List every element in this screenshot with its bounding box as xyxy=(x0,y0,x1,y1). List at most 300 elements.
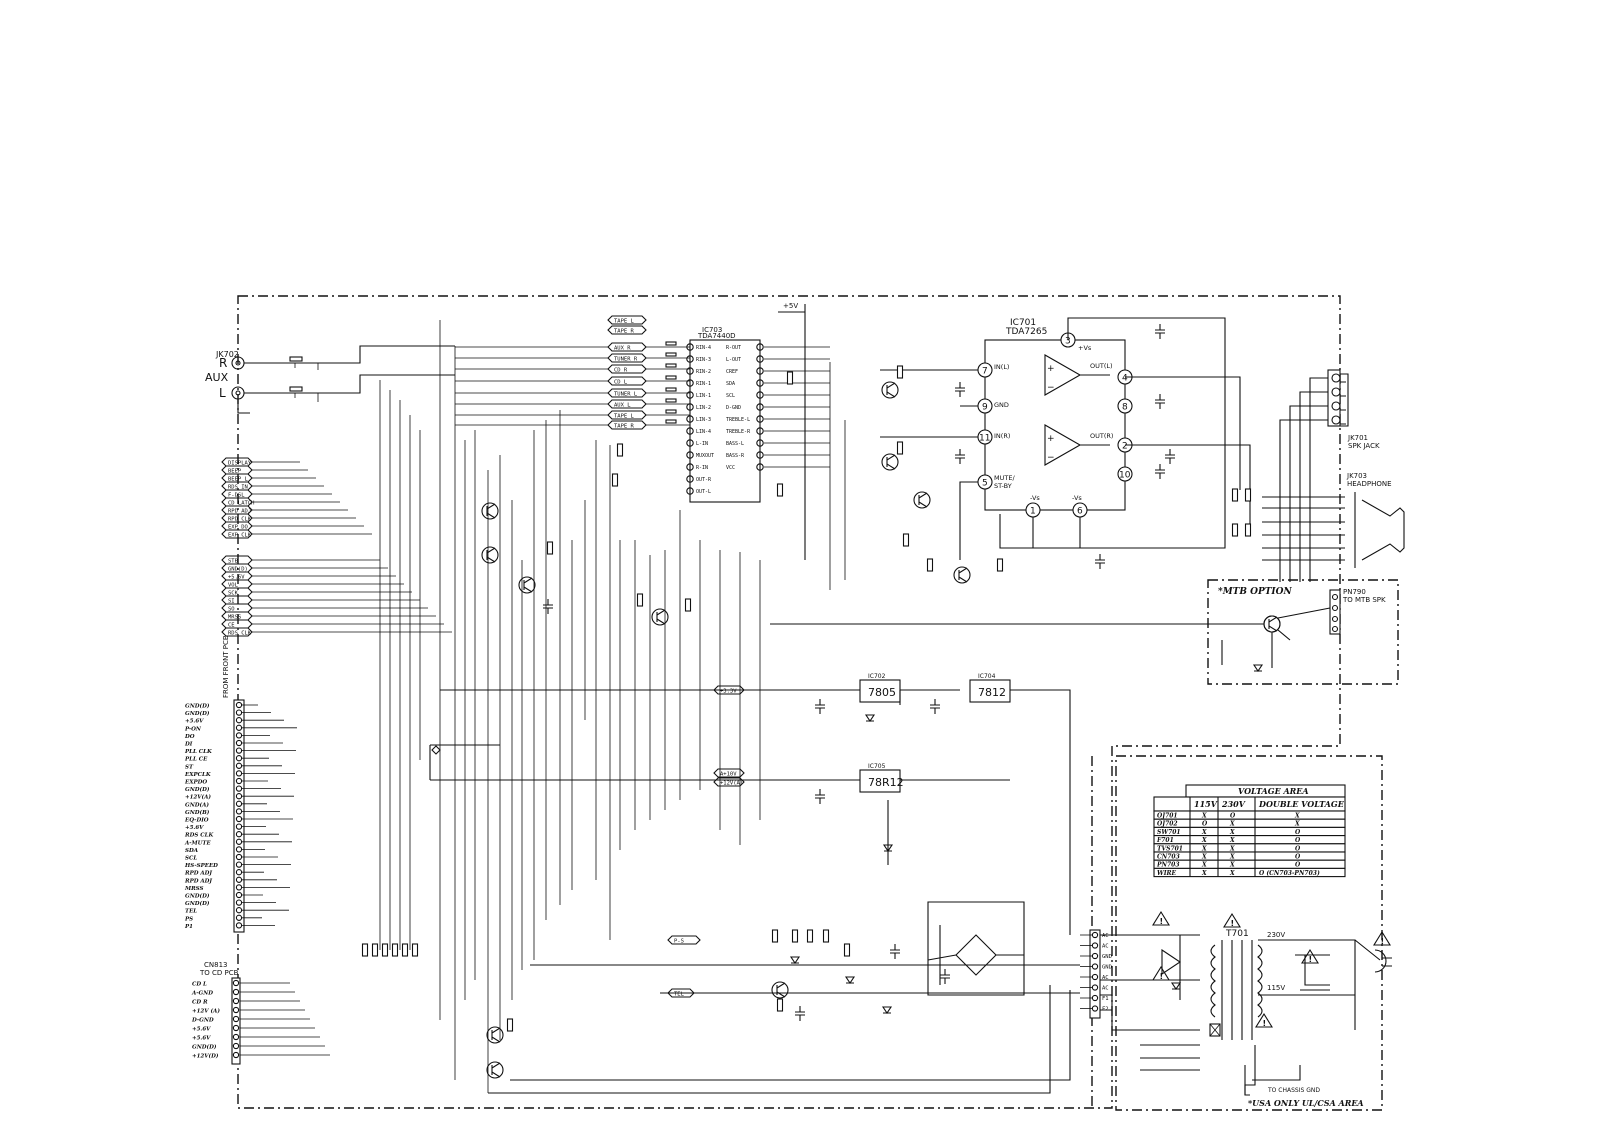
t701-ref: T701 xyxy=(1226,929,1249,939)
ic703-pinlabel-l-3: RIN-1 xyxy=(696,381,712,387)
mtb-option-title: *MTB OPTION xyxy=(1218,587,1292,597)
power-connector xyxy=(1080,930,1140,1030)
vtable-title: VOLTAGE AREA xyxy=(1238,786,1309,796)
resistor-3 xyxy=(928,559,933,571)
cn-front-label-5: DI xyxy=(185,741,193,748)
tape-tag-top2 xyxy=(608,326,646,335)
cn-front-label-18: A-MUTE xyxy=(185,840,211,847)
vtable-cell-2-3: O xyxy=(1295,828,1301,836)
ic703-pinlabel-r-5: D-GND xyxy=(726,405,742,411)
capacitor-0 xyxy=(955,382,965,397)
input-tag-1-text: TUNER R xyxy=(614,356,638,363)
left-tag-7 xyxy=(222,514,252,523)
ic701-pin-num-6: 6 xyxy=(1077,506,1083,517)
left-tag-18-text: CE xyxy=(228,622,235,629)
resistor-24 xyxy=(393,944,398,956)
ic703-pinlabel-l-1: RIN-3 xyxy=(696,357,712,363)
transistor-leads-0 xyxy=(887,383,895,397)
capacitor-3 xyxy=(1155,394,1165,409)
left-tag-2-text: BEEP L xyxy=(228,476,248,483)
input-tag-1 xyxy=(608,354,646,363)
ic703-pinlabel-l-7: LIN-4 xyxy=(696,429,712,435)
input-cap-6 xyxy=(666,410,676,413)
ic701-ref: IC701 xyxy=(1010,318,1037,328)
resistor-17 xyxy=(793,930,798,942)
ic701-pin-label-2-0: OUT(R) xyxy=(1090,432,1114,440)
pwr-label-2: GND xyxy=(1102,954,1112,960)
ic703-pinlabel-l-11: OUT-R xyxy=(696,477,712,483)
cn813-title: TO CD PCB xyxy=(200,969,239,977)
ic701-pin-label-4-0: OUT(L) xyxy=(1090,362,1113,370)
ic701-pin-label-11-0: IN(R) xyxy=(994,432,1011,440)
cn-front-label-16: +5.6V xyxy=(185,825,204,832)
left-tag-6 xyxy=(222,506,252,515)
vtable-row-1 xyxy=(1154,819,1345,827)
vtable-header-2: 230V xyxy=(1222,799,1245,809)
transformer-t701 xyxy=(1135,929,1392,1095)
resistor-4 xyxy=(998,559,1003,571)
cn-front-label-21: HS-SPEED xyxy=(185,863,218,870)
ic703-part: TDA7440D xyxy=(698,332,736,340)
transistor-leads-8 xyxy=(1269,617,1277,631)
pwr-label-7: F2 xyxy=(1102,1006,1109,1013)
capacitor-2 xyxy=(1155,324,1165,339)
left-tag-1 xyxy=(222,466,252,475)
cd-pcb-connector xyxy=(191,961,330,1064)
cn-cd-label-2: CD R xyxy=(192,999,208,1006)
vtable-cell-1-0: OJ702 xyxy=(1157,820,1178,828)
resistor-20 xyxy=(845,944,850,956)
left-tag-12 xyxy=(222,572,252,581)
warning-mark-4: ! xyxy=(1308,955,1313,964)
vtable-cell-2-2: X xyxy=(1230,828,1235,836)
aux-label: AUX xyxy=(205,371,229,384)
resistor-7 xyxy=(548,542,553,554)
resistor-1 xyxy=(898,442,903,454)
hp-jack-label: HEADPHONE xyxy=(1347,480,1392,488)
left-tag-19-text: RDS CLK xyxy=(228,630,252,637)
input-tag-2-text: CD R xyxy=(614,367,628,374)
cn-cd-label-5: +5.6V xyxy=(192,1026,211,1033)
resistor-12 xyxy=(1233,489,1238,501)
vtable-cell-0-1: X xyxy=(1202,812,1207,820)
cn-front-label-11: GND(D) xyxy=(185,787,210,794)
ic701-pin-num-1: 1 xyxy=(1030,506,1036,517)
input-signal-tags xyxy=(455,316,690,430)
vtable-cell-5-3: O xyxy=(1295,853,1301,861)
input-tag-6-text: TAPE L xyxy=(614,413,634,420)
input-tag-6 xyxy=(608,411,646,420)
vtable-row-3 xyxy=(1154,836,1345,844)
left-tag-7-text: RPD CLK xyxy=(228,516,252,523)
cn-front-label-1: GND(D) xyxy=(185,711,210,718)
cn-front-label-0: GND(D) xyxy=(185,703,210,710)
vtable-cell-3-3: O xyxy=(1295,837,1301,845)
left-tag-9-text: EXP CLK xyxy=(228,532,252,539)
vtable-cell-3-2: X xyxy=(1230,837,1235,845)
cn-front-label-27: TEL xyxy=(185,908,198,915)
left-tag-4 xyxy=(222,490,252,499)
cn-front-label-2: +5.6V xyxy=(185,718,204,725)
warning-mark-5: ! xyxy=(1380,937,1385,946)
rail-tag-a12-text: +12V(A) xyxy=(720,780,744,787)
hp-jack-ref: JK703 xyxy=(1347,472,1368,480)
transistor-6 xyxy=(914,492,930,508)
spk-jack-label: SPK JACK xyxy=(1348,442,1380,450)
transistor-leads-4 xyxy=(524,578,532,592)
left-tag-14-text: SCK xyxy=(228,590,238,597)
resistor-19 xyxy=(824,930,829,942)
capacitor-11 xyxy=(890,944,900,959)
transistor-4 xyxy=(519,577,535,593)
diode-0 xyxy=(866,715,874,721)
vtable-cell-5-2: X xyxy=(1230,853,1235,861)
ic703-pinlabel-l-10: R-IN xyxy=(696,465,709,471)
ic703-pinlabel-l-2: RIN-2 xyxy=(696,369,712,375)
cn-front-label-7: PLL CE xyxy=(185,756,208,763)
svg-text:+: + xyxy=(1047,434,1055,444)
cn-cd-label-3: +12V (A) xyxy=(192,1008,220,1015)
transistor-leads-9 xyxy=(777,983,785,997)
transistor-5 xyxy=(652,609,668,625)
bus-wiring xyxy=(380,320,845,1093)
regulator-part-0: 7805 xyxy=(868,686,896,699)
vtable-cell-5-0: CN703 xyxy=(1157,853,1180,861)
cn-front-label-3: P-ON xyxy=(185,726,201,733)
resistor-2 xyxy=(904,534,909,546)
vtable-cell-6-3: O xyxy=(1295,861,1301,869)
ic703-pinlabel-r-4: SCL xyxy=(726,393,736,399)
rail-tag-ps xyxy=(668,936,700,945)
vtable-row-0 xyxy=(1154,811,1345,819)
vtable-cell-0-0: OJ701 xyxy=(1157,812,1178,820)
cn-cd-label-7: GND(D) xyxy=(192,1044,217,1051)
vtable-header-1: 115V xyxy=(1194,799,1217,809)
ic703-pinlabel-r-3: SDA xyxy=(726,381,736,387)
left-tag-16 xyxy=(222,604,252,613)
vtable-cell-6-2: X xyxy=(1230,861,1235,869)
input-tag-5-text: AUX L xyxy=(614,402,631,409)
cn-cd-label-0: CD L xyxy=(192,981,207,988)
rail-tag-ps-text: P-S xyxy=(674,938,684,945)
left-tag-13 xyxy=(222,580,252,589)
resistor-26 xyxy=(413,944,418,956)
ic703-pinlabel-r-2: CREF xyxy=(726,369,739,375)
input-tag-7 xyxy=(608,421,646,430)
pn790-label: TO MTB SPK xyxy=(1343,596,1386,604)
resistor-6 xyxy=(686,599,691,611)
ic701-part: TDA7265 xyxy=(1006,327,1048,337)
vtable-cell-4-0: TVS701 xyxy=(1157,845,1183,853)
ic703-pinlabel-r-10: VCC xyxy=(726,465,736,471)
left-tag-14 xyxy=(222,588,252,597)
ic701-pin-num-3: 3 xyxy=(1065,336,1071,347)
vtable-cell-3-1: X xyxy=(1202,837,1207,845)
voltage-area-table xyxy=(1154,785,1345,877)
cn-front-label-15: EQ-DIO xyxy=(185,817,209,824)
resistor-23 xyxy=(383,944,388,956)
diode-4 xyxy=(883,1007,891,1013)
ic701-pin-label-7-0: IN(L) xyxy=(994,363,1010,371)
input-tag-0-text: AUX R xyxy=(614,345,631,352)
pwr-label-5: AC xyxy=(1102,985,1109,992)
ic701-pin-label-1-0: -Vs xyxy=(1030,494,1040,502)
resistor-22 xyxy=(373,944,378,956)
cn-front-label-10: EXPDO xyxy=(185,779,208,786)
rail-tag-tel-text: TEL xyxy=(674,991,684,998)
vtable-cell-4-1: X xyxy=(1202,845,1207,853)
pwr-label-3: GND xyxy=(1102,964,1112,971)
capacitor-6 xyxy=(1095,554,1105,569)
svg-text:−: − xyxy=(1047,453,1055,463)
left-tag-0 xyxy=(222,458,252,467)
ic701-pin-label-5-0: MUTE/ xyxy=(994,474,1015,482)
resistor-18 xyxy=(808,930,813,942)
regulator-ref-2: IC705 xyxy=(868,763,886,770)
resistor-28 xyxy=(778,999,783,1011)
regulator-part-2: 78R12 xyxy=(868,776,904,789)
left-tag-4-text: F-DSL xyxy=(228,492,245,499)
input-tag-7-text: TAPE R xyxy=(614,423,634,430)
ic703-pinlabel-r-7: TREBLE-R xyxy=(726,429,751,435)
cn-front-label-25: GND(D) xyxy=(185,893,210,900)
vtable-row-6 xyxy=(1154,860,1345,868)
transistor-7 xyxy=(954,567,970,583)
vtable-cell-3-0: F701 xyxy=(1157,837,1174,845)
rail-tag-a10 xyxy=(714,769,744,778)
capacitor-13 xyxy=(795,1006,805,1021)
ic703-ref: IC703 xyxy=(702,326,723,334)
rail-tag-a10-text: A+10V xyxy=(720,771,737,778)
tap-115: 115V xyxy=(1267,984,1286,992)
svg-text:+: + xyxy=(1047,364,1055,374)
capacitor-4 xyxy=(1155,464,1165,479)
left-tag-13-text: VOL xyxy=(228,582,238,589)
vtable-cell-0-3: X xyxy=(1295,812,1300,820)
aux-r-label: R xyxy=(219,356,228,370)
warning-mark-2: ! xyxy=(1230,919,1235,928)
resistor-21 xyxy=(363,944,368,956)
resistor-5 xyxy=(638,594,643,606)
transistor-2 xyxy=(482,503,498,519)
ic701-pin-num-8: 8 xyxy=(1122,402,1128,413)
transistor-9 xyxy=(772,982,788,998)
left-tag-17-text: MRSS xyxy=(228,614,242,621)
ic703-pinlabel-l-8: L-IN xyxy=(696,441,709,447)
resistor-15 xyxy=(1246,524,1251,536)
aux-l-label: L xyxy=(219,386,226,400)
svg-text:−: − xyxy=(1047,383,1055,393)
pwr-label-0: AC xyxy=(1102,933,1109,939)
diode-5 xyxy=(791,957,799,963)
left-tag-18 xyxy=(222,620,252,629)
vtable-row-2 xyxy=(1154,827,1345,835)
input-tag-2 xyxy=(608,365,646,374)
cn-front-label-12: +12V(A) xyxy=(185,794,212,801)
cn-cd-label-1: A-GND xyxy=(192,990,214,997)
transistor-10 xyxy=(487,1062,503,1078)
input-cap-7 xyxy=(666,420,676,423)
left-signal-bus xyxy=(222,458,452,637)
transistor-leads-5 xyxy=(657,610,665,624)
tape-tag-top xyxy=(608,316,646,325)
resistor-11 xyxy=(778,484,783,496)
input-tag-0 xyxy=(608,343,646,352)
ic703-pinlabel-r-1: L-OUT xyxy=(726,357,742,363)
cn-front-label-19: SDA xyxy=(185,847,199,854)
input-cap-3 xyxy=(666,376,676,379)
left-tag-10 xyxy=(222,556,252,565)
transistor-leads-10 xyxy=(492,1063,500,1077)
input-tag-3-text: CD L xyxy=(614,379,628,386)
resistor-25 xyxy=(403,944,408,956)
input-tag-4-text: TUNER L xyxy=(614,391,638,398)
ic703-pinlabel-r-0: R-OUT xyxy=(726,345,742,351)
left-tag-8-text: EXP DO xyxy=(228,524,248,531)
top-supply-wire xyxy=(778,304,805,560)
cn-front-label-24: MRSS xyxy=(185,885,204,892)
left-tag-15 xyxy=(222,596,252,605)
aux-jack xyxy=(205,346,455,413)
ic701-pin-label-6-0: -Vs xyxy=(1072,494,1082,502)
pwr-label-6: F1 xyxy=(1102,996,1109,1002)
ic703-pinlabel-l-4: LIN-1 xyxy=(696,393,712,399)
cn-front-label-26: GND(D) xyxy=(185,901,210,908)
input-cap-5 xyxy=(666,399,676,402)
ic703-selector xyxy=(687,326,830,502)
input-tag-5 xyxy=(608,400,646,409)
left-tag-10-text: STB xyxy=(228,558,238,565)
input-tag-3 xyxy=(608,377,646,386)
cn-front-label-28: PS xyxy=(185,916,194,923)
vtable-cell-4-2: X xyxy=(1230,845,1235,853)
regulator-ref-0: IC702 xyxy=(868,673,886,680)
resistor-13 xyxy=(1246,489,1251,501)
transistor-leads-1 xyxy=(887,455,895,469)
left-tag-15-text: SI xyxy=(228,598,235,605)
cn-front-label-22: RPD ADJ xyxy=(185,870,213,877)
capacitor-5 xyxy=(1165,449,1175,464)
vtable-cell-1-3: X xyxy=(1295,820,1300,828)
cn-front-label-20: SCL xyxy=(185,855,198,862)
left-tag-3-text: RDS IN xyxy=(228,484,248,491)
pn790-ref: PN790 xyxy=(1343,588,1366,596)
vtable-cell-2-0: SW701 xyxy=(1157,828,1181,836)
resistor-0 xyxy=(898,366,903,378)
ic701-pin-label-3-0: +Vs xyxy=(1078,344,1092,352)
left-tag-9 xyxy=(222,530,252,539)
capacitor-7 xyxy=(543,599,553,614)
rail-tag-33-text: +3.3V xyxy=(720,688,737,695)
input-cap-4 xyxy=(666,388,676,391)
pwr-label-1: AC xyxy=(1102,943,1109,950)
capacitor-12 xyxy=(940,969,950,984)
left-tag-5-text: CD LATCH xyxy=(228,500,255,507)
vtable-row-5 xyxy=(1154,852,1345,860)
ic701-amplifier xyxy=(880,318,1250,560)
regulator-part-1: 7812 xyxy=(978,686,1006,699)
rail-tag-mute xyxy=(432,746,440,754)
capacitor-9 xyxy=(930,699,940,714)
capacitor-8 xyxy=(815,699,825,714)
power-footnotes xyxy=(1245,1065,1364,1108)
left-tag-17 xyxy=(222,612,252,621)
tape-tag-top2-text: TAPE R xyxy=(614,328,634,335)
ic701-pin-num-11: 11 xyxy=(979,433,991,444)
transistor-3 xyxy=(482,547,498,563)
vtable-cell-6-1: X xyxy=(1202,861,1207,869)
transistor-leads-7 xyxy=(959,568,967,582)
supply-rails xyxy=(430,690,1080,1093)
voltage-regulators xyxy=(860,673,1010,792)
transistor-0 xyxy=(882,382,898,398)
cn-cd-label-8: +12V(D) xyxy=(192,1053,219,1060)
resistor-14 xyxy=(1233,524,1238,536)
vtable-cell-6-0: PN703 xyxy=(1157,861,1180,869)
transistor-1 xyxy=(882,454,898,470)
ic703-pinlabel-l-9: MUXOUT xyxy=(696,453,715,459)
cn-front-label-4: DO xyxy=(185,733,195,740)
pwr-label-4: AC xyxy=(1102,975,1109,981)
front-pcb-connector xyxy=(184,635,297,932)
footnote-usa: *USA ONLY UL/CSA AREA xyxy=(1248,1098,1364,1108)
tap-230: 230V xyxy=(1267,931,1286,939)
cn-front-title: FROM FRONT PCB xyxy=(222,635,230,698)
capacitor-1 xyxy=(955,449,965,464)
cn-front-label-29: P1 xyxy=(185,923,193,930)
capacitor-10 xyxy=(815,789,825,804)
headphone-jack xyxy=(1262,472,1404,568)
ic703-pinlabel-l-5: LIN-2 xyxy=(696,405,712,411)
transistor-leads-11 xyxy=(492,1028,500,1042)
input-cap-1 xyxy=(666,353,676,356)
cn-front-label-17: RDS CLK xyxy=(185,832,214,839)
cn-front-label-6: PLL CLK xyxy=(185,749,212,756)
mtb-option-box xyxy=(770,580,1398,684)
ic703-pinlabel-r-8: BASS-L xyxy=(726,441,745,447)
cn-front-label-13: GND(A) xyxy=(185,802,209,809)
warning-mark-1: ! xyxy=(1159,972,1164,981)
left-tag-19 xyxy=(222,628,252,637)
cn-front-label-23: RPD ADJ xyxy=(185,878,213,885)
vtable-cell-0-2: O xyxy=(1230,812,1236,820)
vtable-cell-1-2: X xyxy=(1230,820,1235,828)
cn-front-label-9: EXPCLK xyxy=(185,771,211,778)
rail-tag-a12 xyxy=(714,778,744,787)
vtable-cell-7-0: WIRE xyxy=(1157,869,1177,877)
tape-tag-top-text: TAPE L xyxy=(614,318,634,325)
warning-mark-3: ! xyxy=(1262,1019,1267,1028)
ic703-pinlabel-r-6: TREBLE-L xyxy=(726,417,751,423)
resistor-9 xyxy=(613,474,618,486)
resistor-16 xyxy=(773,930,778,942)
diode-2 xyxy=(1254,665,1262,671)
cn-front-label-8: ST xyxy=(185,764,194,771)
left-tag-3 xyxy=(222,482,252,491)
ic701-pin-num-9: 9 xyxy=(982,402,988,413)
vtable-cell-7-1: X xyxy=(1202,869,1207,877)
resistor-27 xyxy=(508,1019,513,1031)
vtable-cell-4-3: O xyxy=(1295,845,1301,853)
input-cap-2 xyxy=(666,364,676,367)
left-tag-11-text: GND(D) xyxy=(228,566,248,573)
bridge-rectifier xyxy=(928,902,1024,995)
left-tag-1-text: BEEP xyxy=(228,468,242,475)
vtable-cell-5-1: X xyxy=(1202,853,1207,861)
left-tag-2 xyxy=(222,474,252,483)
cn-front-label-14: GND(B) xyxy=(185,809,210,816)
ic701-pin-num-10: 10 xyxy=(1119,470,1131,481)
